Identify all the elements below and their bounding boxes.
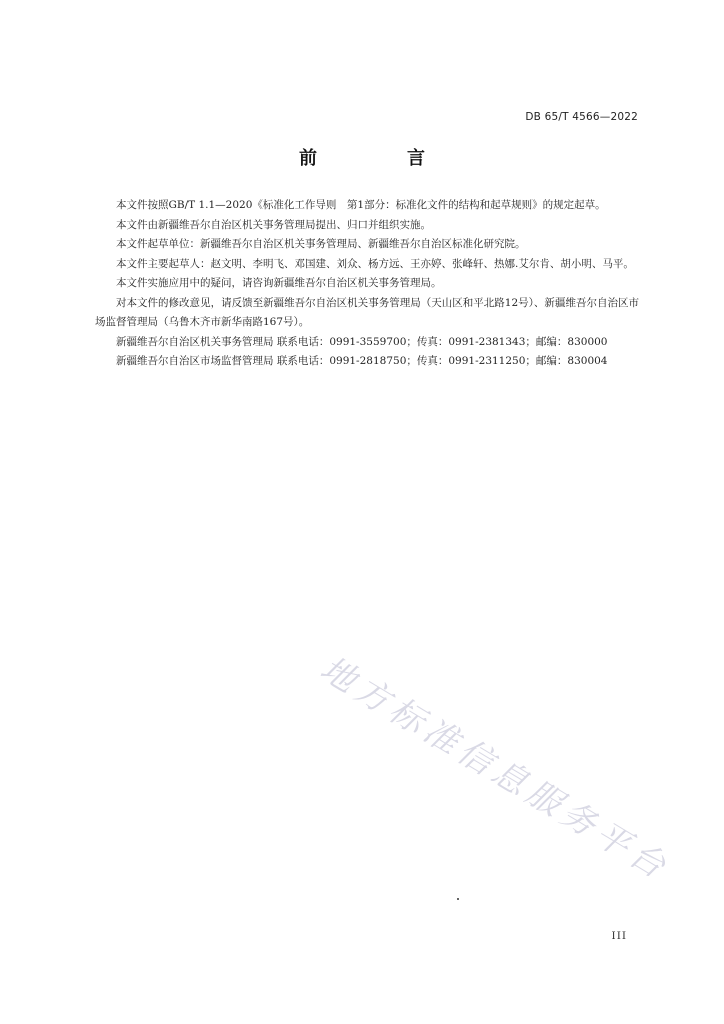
paragraph-inquiry: 本文件实施应用中的疑问，请咨询新疆维吾尔自治区机关事务管理局。 — [116, 277, 442, 289]
page-title: 前 言 — [299, 148, 461, 169]
paragraph-feedback: 对本文件的修改意见，请反馈至新疆维吾尔自治区机关事务管理局（天山区和平北路12号）、新疆维吾尔自治区市场监督管理局（乌鲁木齐市新华南路167号）。 — [95, 296, 639, 328]
standard-code: DB 65/T 4566—2022 — [525, 111, 638, 123]
paragraph-drafting-rules: 本文件按照GB/T 1.1—2020《标准化工作导则 第1部分：标准化文件的结构和起草规则》的规定起草。 — [116, 199, 606, 211]
paragraph-drafting-units: 本文件起草单位：新疆维吾尔自治区机关事务管理局、新疆维吾尔自治区标准化研究院。 — [116, 238, 526, 250]
stray-dot — [457, 898, 459, 900]
contact-line-administration: 新疆维吾尔自治区机关事务管理局 联系电话：0991-3559700；传真：0991-2381343；邮编：830000 — [116, 335, 608, 348]
paragraph-proposer: 本文件由新疆维吾尔自治区机关事务管理局提出、归口并组织实施。 — [116, 218, 431, 231]
paragraph-drafters: 本文件主要起草人：赵文明、李明飞、邓国建、刘众、杨方远、王亦婷、张峰轩、热娜.艾尔肯、胡小明、马平。 — [116, 257, 634, 270]
contact-line-market-regulation: 新疆维吾尔自治区市场监督管理局 联系电话：0991-2818750；传真：0991-2311250；邮编：830004 — [116, 355, 608, 367]
watermark: 地方标准信息服务平台 — [313, 648, 677, 890]
page-number: III — [611, 930, 627, 942]
foreword-body — [95, 196, 639, 372]
